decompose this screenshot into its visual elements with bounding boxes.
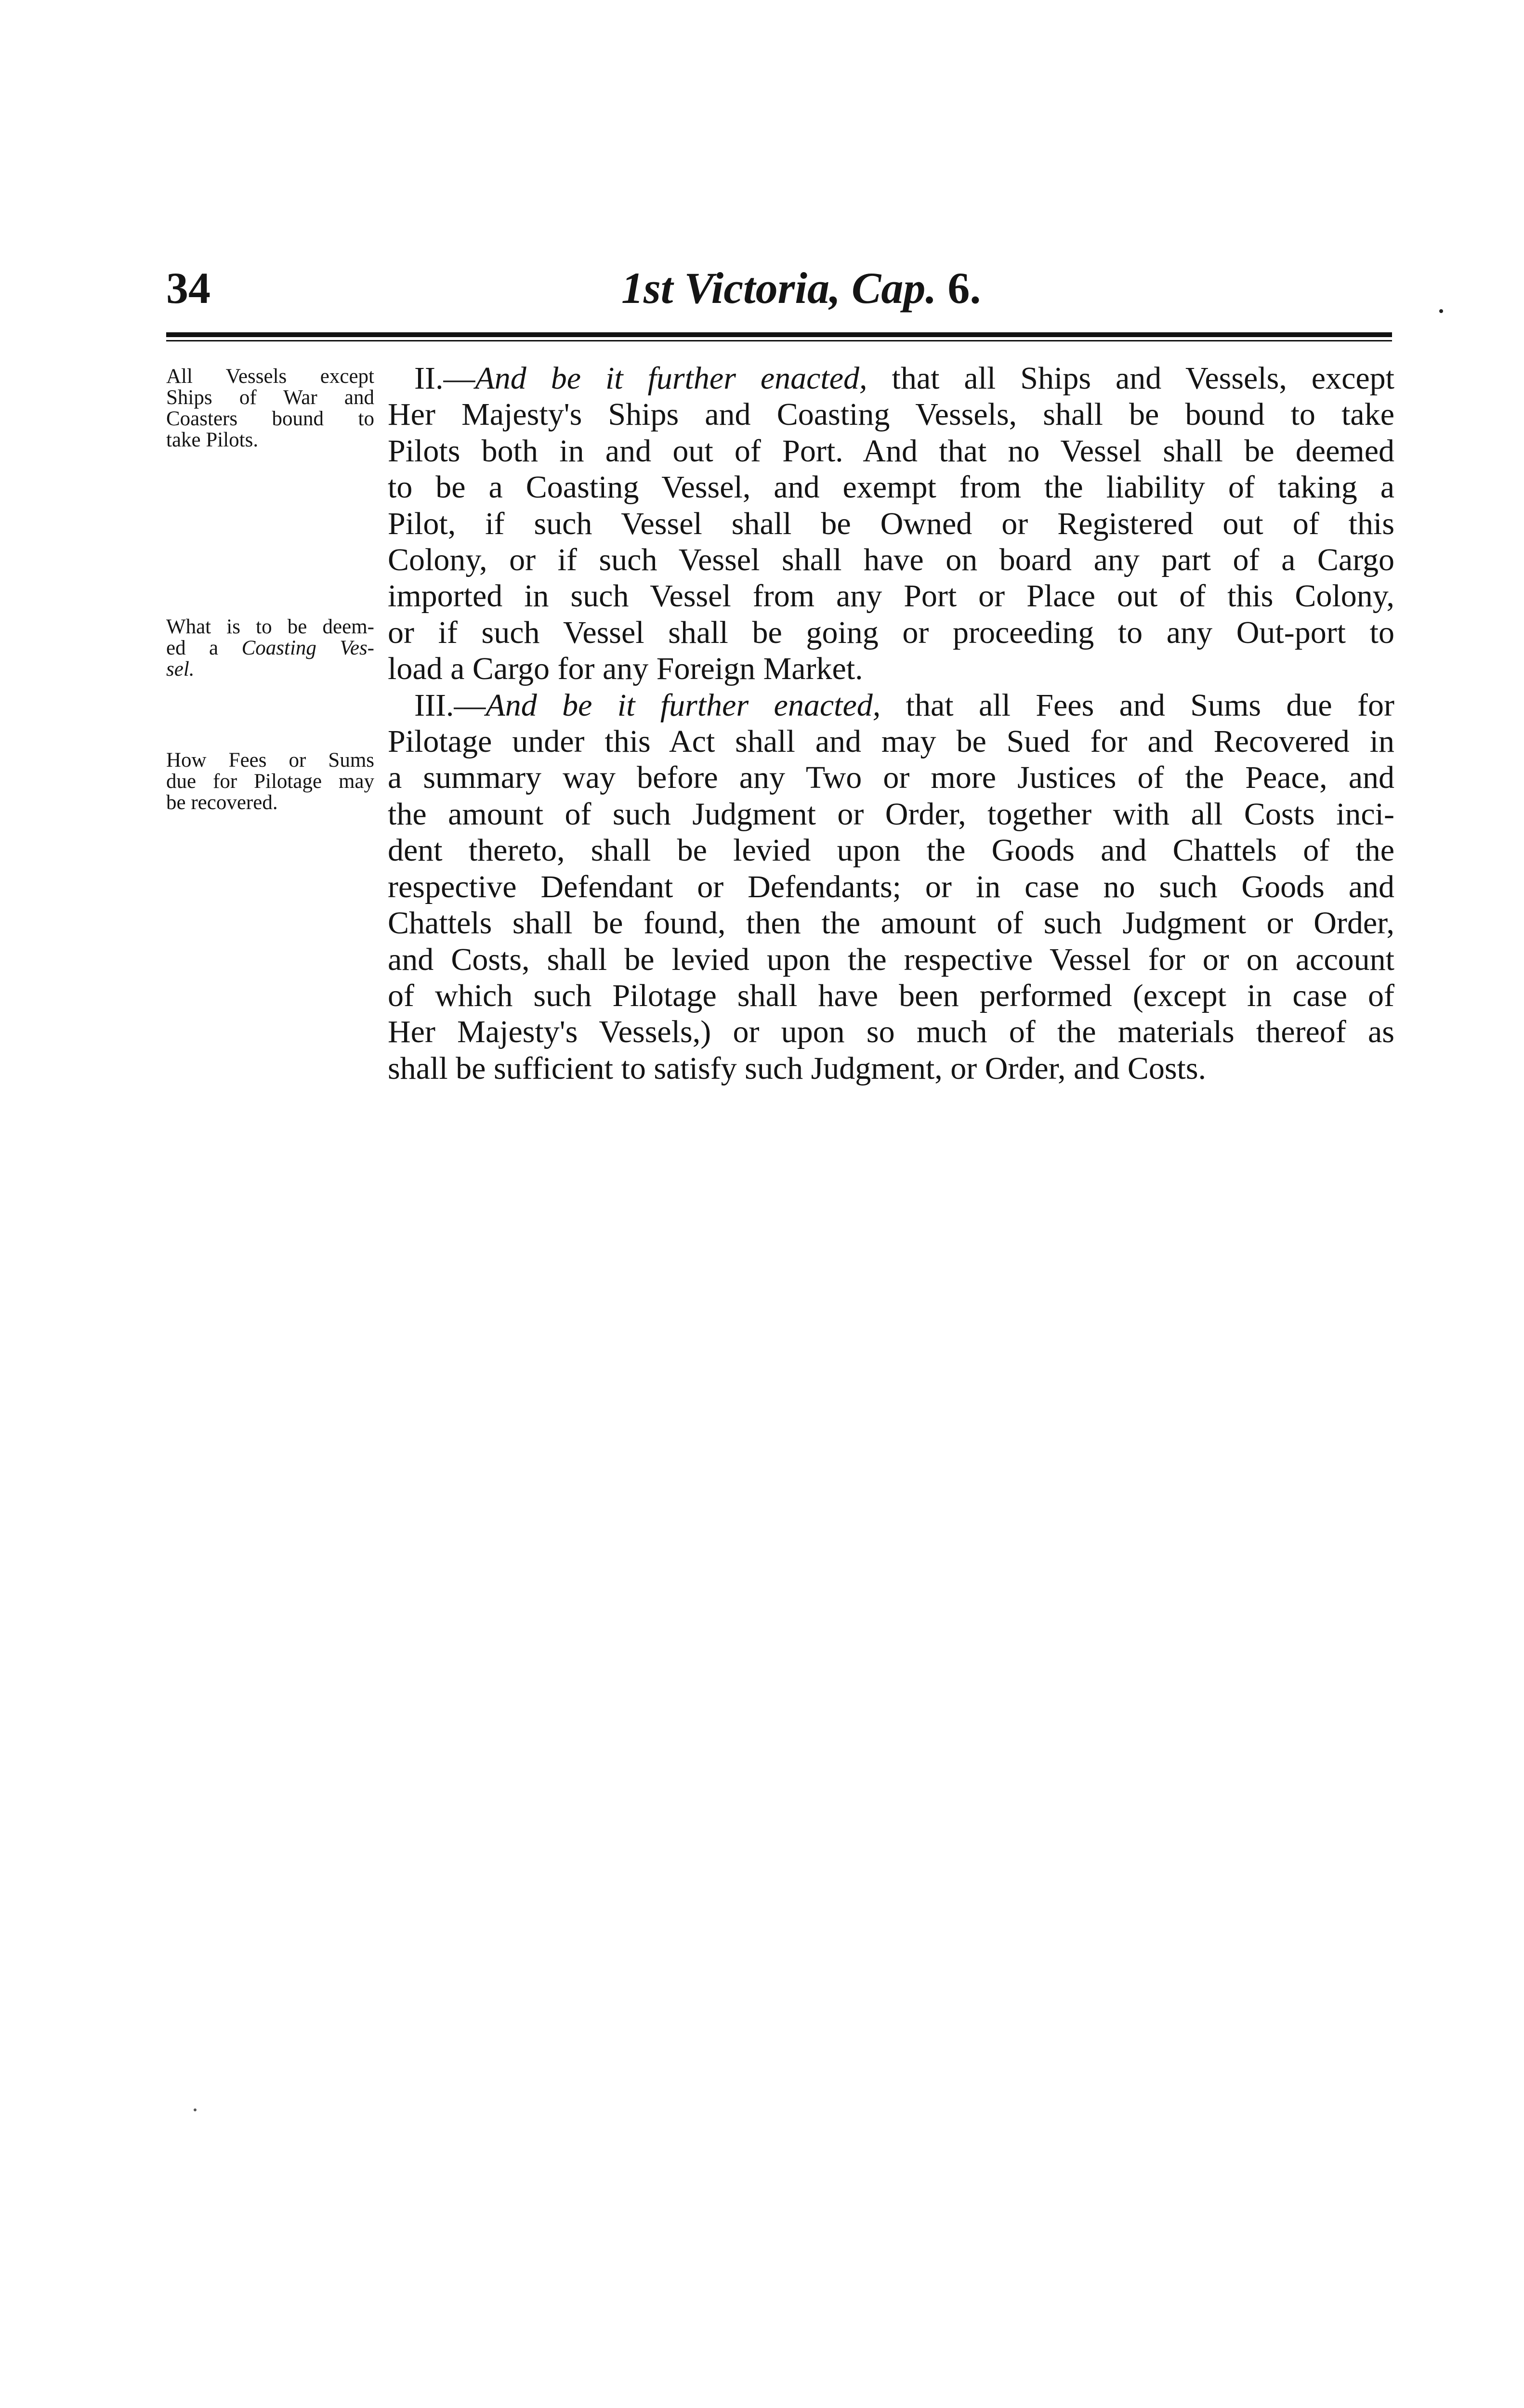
- section-3-lead: And be it further enacted,: [486, 687, 881, 723]
- body-line: dent thereto, shall be levied upon the Goods and Chattels of the: [388, 833, 1394, 868]
- body-line: to be a Coasting Vessel, and exempt from the liability of taking a: [388, 470, 1394, 505]
- margin-note-fees: [166, 750, 374, 813]
- body-line: shall be sufficient to satisfy such Judgment, or Order, and Costs.: [388, 1050, 1207, 1086]
- section-2-lead: And be it further enacted,: [475, 361, 867, 396]
- speck: [194, 2108, 197, 2111]
- margin-note-pilots: [166, 366, 374, 451]
- body-line: the amount of such Judgment or Order, together with all Costs inci-: [388, 796, 1394, 832]
- margin-note-line: take Pilots.: [166, 429, 259, 451]
- header-rule: [166, 332, 1392, 337]
- margin-note-line: Coasters bound to: [166, 407, 374, 430]
- body-line: Pilot, if such Vessel shall be Owned or Registered out of this: [388, 506, 1394, 541]
- body-line: Her Majesty's Vessels,) or upon so much of the materials thereof as: [388, 1014, 1394, 1050]
- body-line: Her Majesty's Ships and Coasting Vessels, shall be bound to take: [388, 397, 1394, 432]
- ink-dot: [1439, 309, 1443, 313]
- running-title-prefix: 1st: [621, 263, 673, 313]
- running-title-chapter: 6.: [947, 263, 981, 313]
- section-2-first-line: II.—And be it further enacted, that all Ships and Vessels, except: [414, 361, 1394, 396]
- margin-note-line: How Fees or Sums: [166, 749, 374, 772]
- margin-note-coasting-vessel: [166, 616, 374, 680]
- margin-note-line: sel.: [166, 658, 195, 681]
- page-number: 34: [166, 263, 210, 313]
- body-line: and Costs, shall be levied upon the respective Vessel for or on account: [388, 942, 1394, 977]
- margin-note-line: ed a Coasting Ves-: [166, 637, 374, 659]
- body-line: or if such Vessel shall be going or proceeding to any Out-port to: [388, 615, 1394, 650]
- body-line: of which such Pilotage shall have been performed (except in case of: [388, 978, 1394, 1013]
- section-3-first-line: III.—And be it further enacted, that all Fees and Sums due for: [414, 687, 1395, 723]
- margin-note-line: All Vessels except: [166, 365, 374, 388]
- margin-note-line: What is to be deem-: [166, 615, 374, 638]
- running-title-main: Victoria, Cap.: [684, 263, 937, 313]
- running-title: [621, 262, 981, 314]
- margin-note-line: Ships of War and: [166, 386, 374, 409]
- body-line: Colony, or if such Vessel shall have on board any part of a Cargo: [388, 542, 1394, 578]
- margin-note-italic: Coasting Ves-: [241, 637, 374, 659]
- margin-note-line: be recovered.: [166, 791, 278, 814]
- section-2-number: II.—: [414, 361, 475, 396]
- body-line: Pilots both in and out of Port. And that no Vessel shall be deemed: [388, 433, 1394, 469]
- body-line: Pilotage under this Act shall and may be Sued for and Recovered in: [388, 724, 1394, 759]
- body-line: Chattels shall be found, then the amount of such Judgment or Order,: [388, 905, 1394, 941]
- body-line: a summary way before any Two or more Justices of the Peace, and: [388, 760, 1394, 796]
- body-line: load a Cargo for any Foreign Market.: [388, 651, 863, 687]
- body-line: imported in such Vessel from any Port or Place out of this Colony,: [388, 578, 1394, 614]
- body-line: respective Defendant or Defendants; or in case no such Goods and: [388, 869, 1394, 904]
- margin-note-line: due for Pilotage may: [166, 770, 374, 793]
- section-3-number: III.—: [414, 687, 486, 723]
- body-text: [388, 360, 1394, 1086]
